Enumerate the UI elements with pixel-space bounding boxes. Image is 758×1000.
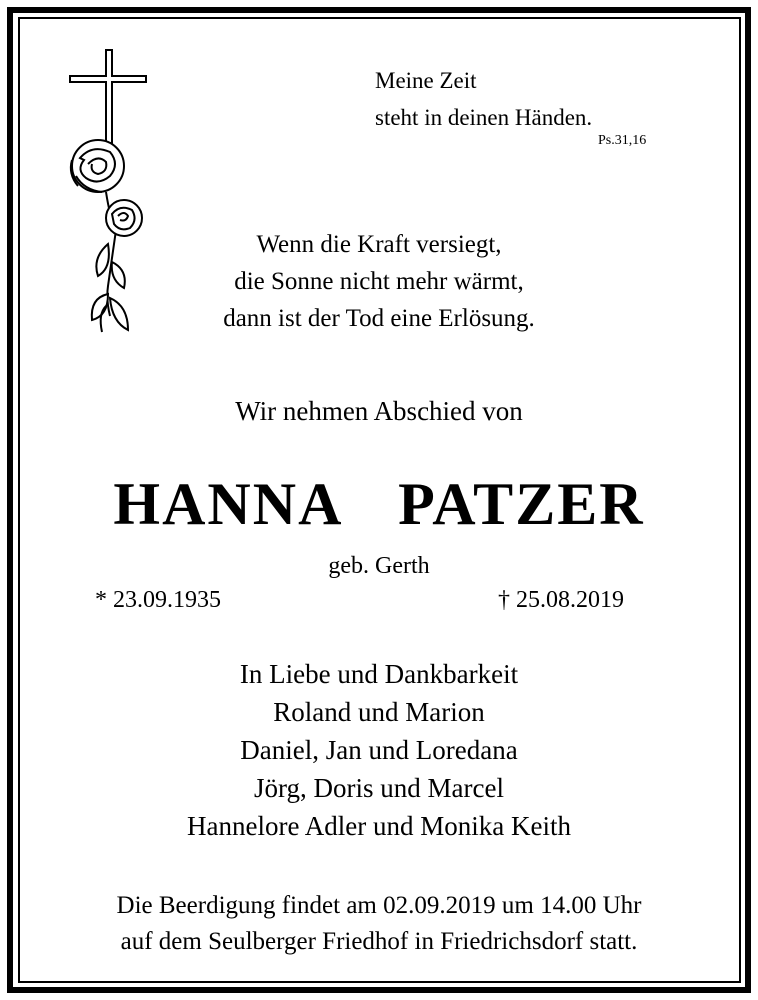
funeral-line-2: auf dem Seulberger Friedhof in Friedrichsdorf statt. [120, 928, 638, 955]
verse-line-2: die Sonne nicht mehr wärmt, [234, 268, 524, 295]
psalm-quote [375, 62, 592, 136]
mourners-line: Daniel, Jan und Loredana [240, 735, 518, 765]
mourners-line: Roland und Marion [273, 697, 485, 727]
psalm-line-2: steht in deinen Händen. [375, 105, 593, 130]
death-date: † 25.08.2019 [498, 587, 624, 613]
farewell-intro: Wir nehmen Abschied von [235, 396, 523, 426]
psalm-reference: Ps.31,16 [598, 133, 647, 148]
verse-line-1: Wenn die Kraft versiegt, [256, 231, 502, 258]
mourners-line: Jörg, Doris und Marcel [254, 773, 504, 803]
maiden-name: geb. Gerth [328, 553, 430, 579]
deceased-name: HANNA PATZER [113, 471, 645, 537]
psalm-line-1: Meine Zeit [375, 68, 477, 93]
memorial-verse [0, 226, 758, 337]
funeral-line-1: Die Beerdigung findet am 02.09.2019 um 14.00 Uhr [116, 892, 642, 919]
mourners-line: In Liebe und Dankbarkeit [239, 659, 519, 689]
birth-date: * 23.09.1935 [95, 587, 221, 613]
funeral-notice [0, 888, 758, 960]
mourners-line: Hannelore Adler und Monika Keith [187, 811, 571, 841]
mourners-list [0, 655, 758, 845]
verse-line-3: dann ist der Tod eine Erlösung. [223, 305, 535, 332]
